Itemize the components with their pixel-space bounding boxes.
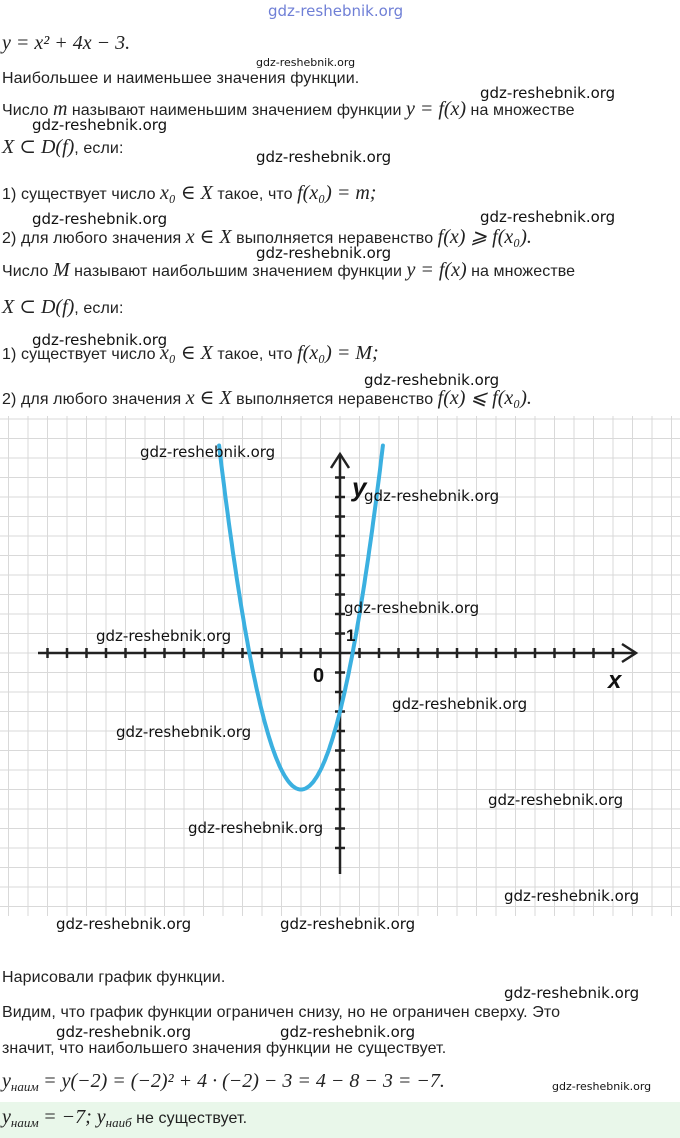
text: выполняется неравенство (236, 391, 434, 408)
watermark: gdz-reshebnik.org (56, 1023, 192, 1041)
math-subscript: наим (10, 1115, 39, 1131)
max-definition-line2 (2, 294, 124, 319)
min-condition-1 (2, 180, 376, 205)
text: , если: (74, 300, 124, 317)
watermark: gdz-reshebnik.org (364, 371, 500, 389)
x-axis-label: x (608, 667, 622, 694)
max-definition-line1 (2, 259, 575, 282)
max-condition-2 (2, 385, 532, 410)
math-fx: y = f(x) (406, 259, 467, 281)
text: , если: (74, 140, 124, 157)
watermark: gdz-reshebnik.org (504, 984, 640, 1002)
math-set: X ⊂ D(f) (2, 136, 75, 158)
watermark: gdz-reshebnik.org (480, 84, 616, 102)
math: x ∈ X (185, 226, 232, 248)
text: Число (2, 102, 49, 119)
watermark: gdz-reshebnik.org (552, 1080, 652, 1093)
math: y (2, 1070, 11, 1092)
text: 1) существует число (2, 346, 156, 363)
text: 1) существует число (2, 186, 156, 203)
heading: Наибольшее и наименьшее значения функции. (2, 70, 360, 87)
watermark: gdz-reshebnik.org (256, 244, 392, 262)
math: f(x₀) = m; (297, 182, 377, 204)
watermark: gdz-reshebnik.org (140, 443, 276, 461)
math-subscript: наиб (105, 1115, 132, 1131)
text: Число (2, 263, 49, 280)
text: не существует. (136, 1110, 248, 1127)
watermark: gdz-reshebnik.org (32, 210, 168, 228)
math: = −7; y (43, 1106, 106, 1128)
watermark: gdz-reshebnik.org (488, 791, 624, 809)
watermark: gdz-reshebnik.org (256, 56, 356, 69)
answer (2, 1106, 247, 1131)
watermark: gdz-reshebnik.org (504, 887, 640, 905)
watermark: gdz-reshebnik.org (32, 116, 168, 134)
watermark: gdz-reshebnik.org (364, 487, 500, 505)
watermark: gdz-reshebnik.org (280, 915, 416, 933)
watermark: gdz-reshebnik.org (256, 148, 392, 166)
math: f(x) ⩾ f(x₀). (437, 226, 532, 248)
watermark: gdz-reshebnik.org (96, 627, 232, 645)
text: называют наибольшим значением функции (74, 263, 403, 280)
text: выполняется неравенство (236, 230, 434, 247)
math: x₀ ∈ X (160, 342, 213, 364)
watermark: gdz-reshebnik.org (116, 723, 252, 741)
watermark: gdz-reshebnik.org (480, 208, 616, 226)
text: такое, что (217, 346, 293, 363)
math-fx: y = f(x) (405, 98, 467, 120)
math: = y(−2) = (−2)² + 4 · (−2) − 3 = 4 − 8 − 3 = −7. (43, 1070, 445, 1092)
function-graph (0, 416, 680, 916)
min-definition-line2 (2, 134, 124, 159)
math: x₀ ∈ X (160, 182, 213, 204)
watermark: gdz-reshebnik.org (280, 1023, 416, 1041)
math-set: X ⊂ D(f) (2, 296, 75, 318)
conclusion-line1: Видим, что график функции ограничен снизу, но не ограничен сверху. Это (2, 1004, 561, 1021)
unit-label: 1 (346, 626, 356, 645)
text: 2) для любого значения (2, 230, 182, 247)
watermark: gdz-reshebnik.org (344, 599, 480, 617)
text: называют наименьшим значением функции (71, 102, 402, 119)
watermark: gdz-reshebnik.org (32, 331, 168, 349)
text: на множестве (471, 263, 576, 280)
text: 2) для любого значения (2, 391, 182, 408)
y-axis-label: y (352, 472, 367, 502)
conclusion-line2: значит, что наибольшего значения функции не существует. (2, 1040, 447, 1057)
text: такое, что (217, 186, 293, 203)
function-formula: y = x² + 4x − 3. (2, 32, 131, 54)
math: y (2, 1106, 11, 1128)
origin-label: 0 (313, 665, 325, 687)
watermark: gdz-reshebnik.org (56, 915, 192, 933)
math: f(x₀) = M; (297, 342, 379, 364)
watermark-top: gdz-reshebnik.org (268, 2, 404, 20)
watermark: gdz-reshebnik.org (392, 695, 528, 713)
text: на множестве (470, 102, 575, 119)
drew-graph-text: Нарисовали график функции. (2, 969, 226, 986)
watermark: gdz-reshebnik.org (188, 819, 324, 837)
math-m: m (52, 98, 68, 120)
calculation (2, 1070, 445, 1095)
math-subscript: наим (10, 1079, 39, 1095)
math-M: M (52, 259, 70, 281)
math: f(x) ⩽ f(x₀). (437, 387, 532, 409)
math: x ∈ X (185, 387, 232, 409)
